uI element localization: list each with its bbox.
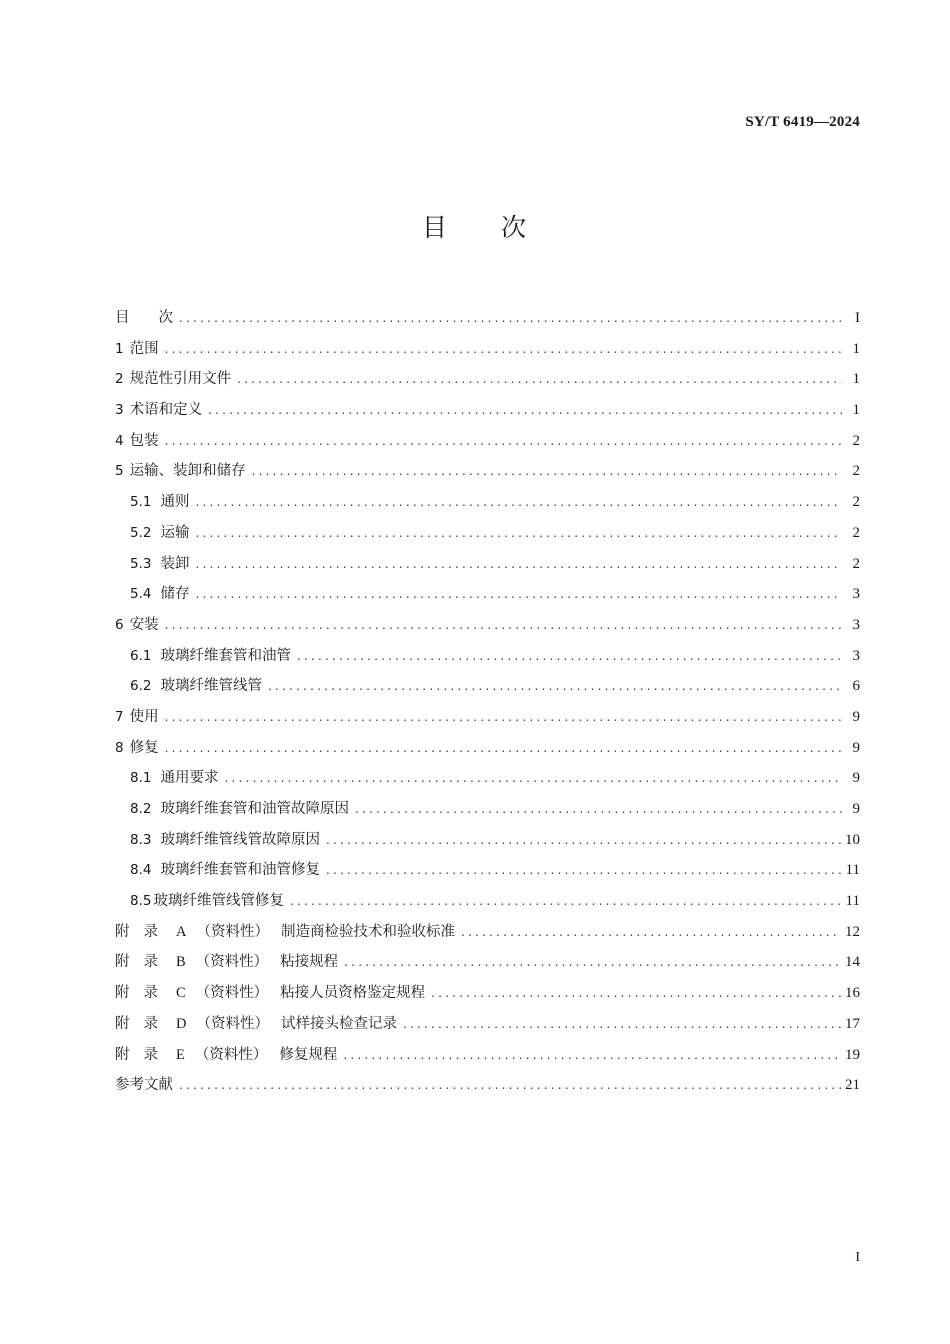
toc-entry-label: 参考文献 — [115, 1077, 173, 1094]
toc-entry-3[interactable] — [115, 397, 860, 428]
dot-leader — [224, 765, 842, 791]
toc-entry-label: 修复 — [129, 739, 159, 756]
toc-entry-page: 3 — [852, 647, 860, 664]
appendix-letter: D — [176, 1015, 187, 1032]
page-title — [0, 208, 950, 244]
toc-entry-label: 包装 — [129, 432, 159, 449]
toc-entry-number: 5.2 — [130, 524, 152, 541]
toc-entry-page: 9 — [852, 801, 860, 817]
toc-entry-5-2[interactable] — [115, 520, 860, 551]
dot-leader — [461, 919, 841, 945]
toc-entry-number: 8.5 — [130, 893, 152, 910]
appendix-type: （资料性） — [194, 1046, 268, 1063]
dot-leader — [343, 1042, 841, 1068]
title-char-2: 次 — [501, 213, 529, 242]
toc-entry-number: 1 — [115, 340, 124, 357]
toc-entry-number: 8.4 — [130, 862, 152, 879]
toc-entry-8-4[interactable] — [115, 857, 860, 888]
dot-leader — [179, 305, 842, 331]
toc-entry-8-3[interactable] — [115, 827, 860, 858]
toc-entry-number: 5.3 — [130, 555, 152, 572]
appendix-type: （资料性） — [196, 1015, 269, 1032]
toc-entry-label: 玻璃纤维管线管修复 — [153, 893, 284, 910]
dot-leader — [344, 949, 841, 975]
dot-leader — [165, 704, 842, 730]
toc-entry-number: 5.1 — [130, 494, 152, 511]
toc-entry-page: 3 — [852, 586, 860, 603]
appendix-letter: E — [176, 1046, 185, 1063]
toc-entry-page: 1 — [852, 340, 860, 357]
dot-leader — [403, 1011, 841, 1037]
toc-entry-6[interactable] — [115, 612, 860, 643]
toc-appendix-a[interactable] — [115, 919, 860, 950]
appendix-word: 附录 — [115, 923, 172, 940]
toc-entry-number: 8 — [115, 739, 124, 756]
toc-entry-5[interactable] — [115, 458, 860, 489]
toc-entry-label: 安装 — [129, 616, 159, 633]
toc-entry-contents[interactable] — [115, 305, 860, 336]
toc-entry-6-2[interactable] — [115, 673, 860, 704]
table-of-contents — [115, 305, 860, 1103]
standard-code: SY/T 6419—2024 — [745, 114, 860, 130]
appendix-word: 附录 — [115, 1015, 172, 1032]
toc-entry-label: 装卸 — [160, 555, 190, 572]
toc-entry-label: 玻璃纤维套管和油管故障原因 — [160, 801, 349, 817]
dot-leader — [208, 397, 842, 423]
toc-entry-label: 规范性引用文件 — [129, 371, 232, 388]
toc-entry-label: 玻璃纤维套管和油管修复 — [160, 862, 320, 879]
dot-leader — [195, 581, 842, 607]
toc-entry-number: 6.1 — [130, 647, 152, 664]
appendix-type: （资料性） — [195, 954, 269, 971]
toc-entry-page: 2 — [852, 524, 860, 541]
toc-entry-page: 14 — [845, 954, 860, 971]
toc-entry-2[interactable] — [115, 366, 860, 397]
appendix-word: 附录 — [115, 954, 172, 971]
toc-entry-bibliography[interactable] — [115, 1072, 860, 1103]
toc-appendix-e[interactable] — [115, 1042, 860, 1073]
toc-entry-number: 6.2 — [130, 678, 152, 695]
dot-leader — [290, 888, 842, 914]
toc-entry-label: 运输 — [160, 524, 190, 541]
appendix-word: 附录 — [115, 1046, 172, 1063]
toc-entry-label: 玻璃纤维管线管故障原因 — [160, 831, 320, 848]
toc-entry-number: 5 — [115, 463, 124, 480]
toc-entry-1[interactable] — [115, 336, 860, 367]
appendix-type: （资料性） — [196, 923, 269, 940]
dot-leader — [297, 643, 842, 669]
appendix-label: 粘接人员资格鉴定规程 — [280, 985, 426, 1002]
appendix-letter: A — [176, 923, 187, 940]
toc-entry-page: 2 — [852, 494, 860, 511]
appendix-label: 试样接头检查记录 — [280, 1015, 397, 1032]
toc-entry-label: 通用要求 — [160, 770, 219, 787]
toc-entry-number: 4 — [115, 432, 124, 449]
toc-entry-number: 5.4 — [130, 586, 152, 603]
toc-entry-8[interactable] — [115, 735, 860, 766]
toc-entry-5-3[interactable] — [115, 551, 860, 582]
toc-entry-page: 11 — [845, 893, 860, 910]
dot-leader — [179, 1072, 841, 1098]
toc-entry-page: 9 — [852, 770, 860, 787]
toc-entry-page: 10 — [845, 831, 860, 848]
page-number: I — [855, 1250, 860, 1265]
toc-entry-page: 1 — [852, 402, 860, 419]
toc-entry-page: 2 — [852, 463, 860, 480]
appendix-word: 附录 — [115, 985, 172, 1002]
appendix-label: 粘接规程 — [280, 954, 339, 971]
toc-entry-page: 6 — [852, 678, 860, 695]
toc-entry-page: 2 — [852, 432, 860, 449]
dot-leader — [326, 857, 842, 883]
dot-leader — [165, 735, 842, 761]
toc-entry-number: 8.1 — [130, 770, 152, 787]
toc-entry-label: 玻璃纤维套管和油管 — [160, 647, 291, 664]
toc-entry-number: 8.3 — [130, 831, 152, 848]
toc-entry-label: 使用 — [129, 708, 159, 725]
toc-entry-7[interactable] — [115, 704, 860, 735]
toc-entry-page: 11 — [845, 862, 860, 879]
dot-leader — [237, 366, 842, 392]
dot-leader — [165, 428, 842, 454]
dot-leader — [268, 673, 842, 699]
dot-leader — [326, 827, 841, 853]
dot-leader — [252, 458, 842, 484]
toc-entry-number: 3 — [115, 402, 124, 419]
appendix-label: 修复规程 — [279, 1046, 338, 1063]
toc-entry-6-1[interactable] — [115, 643, 860, 674]
toc-entry-page: 9 — [852, 708, 860, 725]
toc-entry-label: 通则 — [160, 494, 190, 511]
toc-entry-8-2[interactable] — [115, 796, 860, 827]
toc-entry-label: 运输、装卸和储存 — [129, 463, 246, 480]
toc-entry-page: 17 — [845, 1015, 860, 1032]
title-char-1: 目 — [421, 213, 449, 242]
toc-entry-label: 目 次 — [115, 310, 173, 326]
toc-entry-page: I — [855, 310, 860, 326]
toc-entry-page: 9 — [852, 739, 860, 756]
toc-entry-page: 2 — [852, 555, 860, 572]
toc-entry-number: 6 — [115, 616, 124, 633]
toc-entry-number: 7 — [115, 708, 124, 725]
toc-entry-page: 1 — [852, 371, 860, 388]
toc-entry-page: 21 — [845, 1077, 860, 1094]
toc-entry-label: 玻璃纤维管线管 — [160, 678, 262, 695]
dot-leader — [355, 796, 842, 822]
toc-entry-page: 12 — [845, 923, 860, 940]
toc-appendix-c[interactable] — [115, 980, 860, 1011]
dot-leader — [165, 336, 842, 362]
toc-entry-8-1[interactable] — [115, 765, 860, 796]
toc-entry-number: 2 — [115, 371, 124, 388]
toc-entry-page: 3 — [852, 616, 860, 633]
toc-entry-4[interactable] — [115, 428, 860, 459]
toc-entry-label: 术语和定义 — [129, 402, 203, 419]
toc-entry-page: 19 — [845, 1046, 860, 1063]
dot-leader — [165, 612, 842, 638]
toc-entry-label: 范围 — [129, 340, 159, 357]
toc-entry-page: 16 — [845, 985, 860, 1002]
dot-leader — [195, 551, 842, 577]
dot-leader — [195, 489, 842, 515]
appendix-label: 制造商检验技术和验收标准 — [280, 923, 455, 940]
toc-entry-number: 8.2 — [130, 801, 152, 817]
dot-leader — [195, 520, 842, 546]
toc-entry-8-5[interactable] — [115, 888, 860, 919]
toc-appendix-b[interactable] — [115, 949, 860, 980]
appendix-letter: B — [176, 954, 186, 971]
toc-entry-label: 储存 — [160, 586, 190, 603]
toc-entry-5-1[interactable] — [115, 489, 860, 520]
toc-appendix-d[interactable] — [115, 1011, 860, 1042]
appendix-type: （资料性） — [195, 985, 269, 1002]
dot-leader — [431, 980, 841, 1006]
toc-entry-5-4[interactable] — [115, 581, 860, 612]
appendix-letter: C — [176, 985, 186, 1002]
